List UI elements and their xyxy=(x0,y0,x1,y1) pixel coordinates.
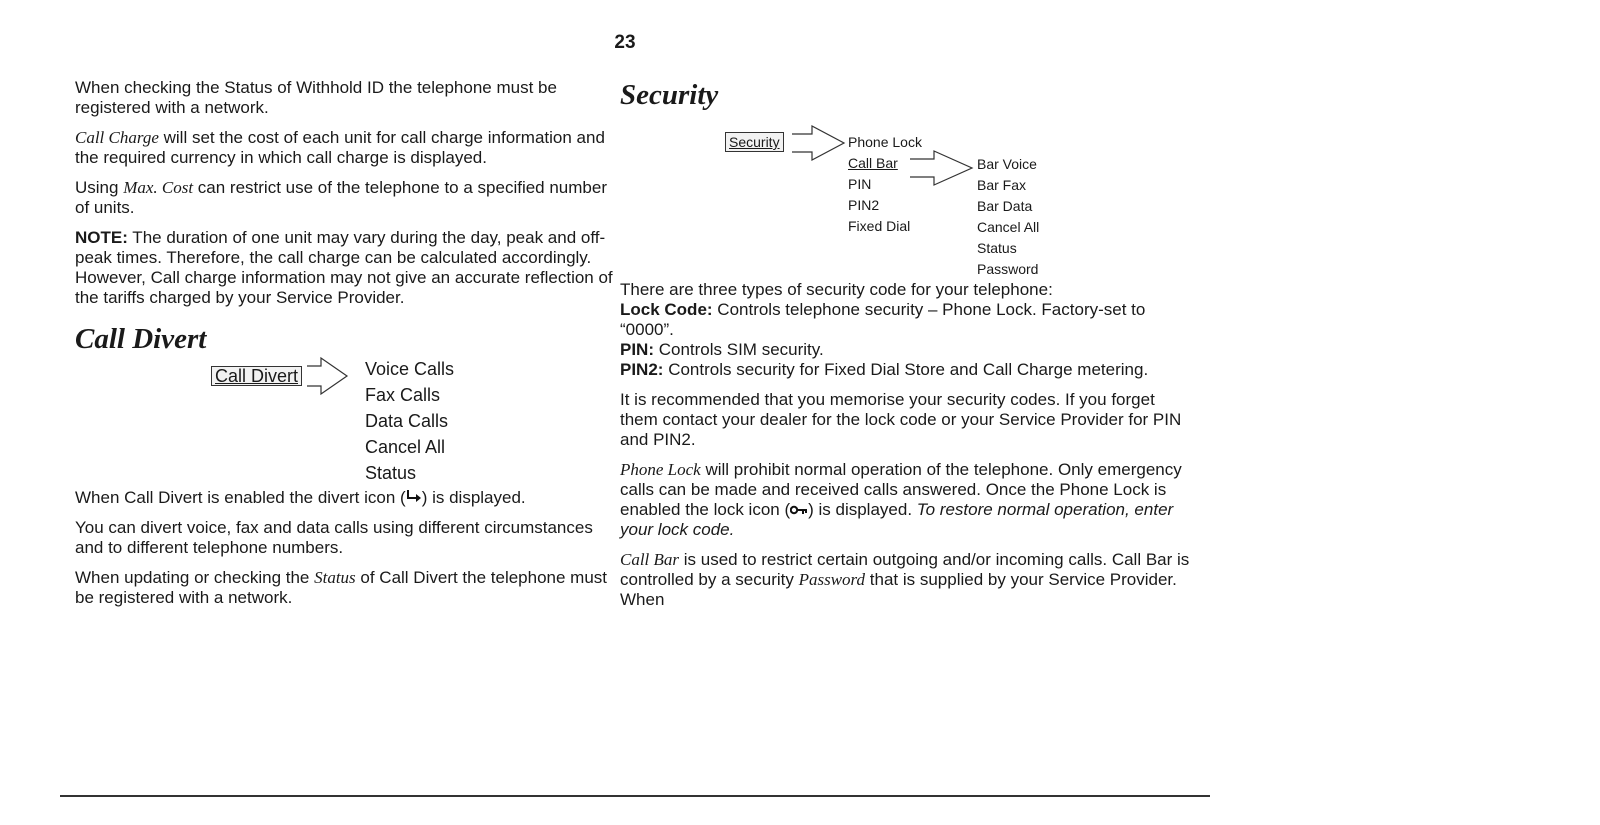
memorise-paragraph: It is recommended that you memorise your security codes. If you forget them contact your dealer for the lock code or your Service Provider for PIN and PIN2. xyxy=(620,390,1182,449)
divert-icon xyxy=(406,488,422,508)
menu-item-bar-data: Bar Data xyxy=(977,198,1033,214)
menu-item-cancel-all: Cancel All xyxy=(365,437,446,457)
menu-item-phone-lock: Phone Lock xyxy=(848,134,922,150)
left-column xyxy=(75,78,615,618)
call-divert-menu xyxy=(365,356,454,486)
phone-lock-post: ) is displayed. xyxy=(808,500,917,519)
call-bar-post: that is supplied by your Service Provider. When xyxy=(620,570,1177,609)
call-bar-text: is used to restrict certain outgoing and/or incoming calls. Call Bar is controlled by a security xyxy=(620,550,1190,589)
restore-instruction: To restore normal operation, enter your lock code. xyxy=(620,500,1174,539)
security-diagram xyxy=(620,112,1195,280)
call-divert-heading: Call Divert xyxy=(75,323,207,355)
bottom-rule xyxy=(60,795,1210,797)
menu-item-status: Status xyxy=(365,463,417,483)
call-divert-box: Call Divert xyxy=(211,366,302,386)
divert-status-pre: When updating or checking the xyxy=(75,568,315,587)
divert-status-paragraph xyxy=(75,568,615,608)
pin-text: Controls SIM security. xyxy=(654,340,824,359)
menu-item-call-bar: Call Bar xyxy=(848,155,898,171)
menu-item-cancel-all-bar: Cancel All xyxy=(977,219,1040,235)
menu-item-bar-fax: Bar Fax xyxy=(977,177,1027,193)
phone-lock-text: will prohibit normal operation of the telephone. Only emergency calls can be made and received calls answered. Once the Phone Lock is enabled the lock icon ( xyxy=(620,460,1182,519)
note-paragraph xyxy=(75,228,615,308)
menu-item-pin: PIN xyxy=(848,176,872,192)
menu-item-fax-calls: Fax Calls xyxy=(365,385,441,405)
menu-item-fixed-dial: Fixed Dial xyxy=(848,218,911,234)
call-charge-text: will set the cost of each unit for call charge information and the required currency in which call charge is displayed. xyxy=(75,128,605,167)
note-text: The duration of one unit may vary during the day, peak and off-peak times. Therefore, the call charge can be calculated accordingly. However, Call charge information may not give an accurate reflection of the tariffs charged by your Service Provider. xyxy=(75,228,613,307)
note-label: NOTE: xyxy=(75,228,128,247)
menu-item-bar-voice: Bar Voice xyxy=(977,156,1037,172)
max-cost-term: Max. Cost xyxy=(123,178,194,197)
divert-icon-pre: When Call Divert is enabled the divert icon ( xyxy=(75,488,406,507)
call-bar-term: Call Bar xyxy=(620,550,680,569)
withhold-paragraph: When checking the Status of Withhold ID the telephone must be registered with a network. xyxy=(75,78,557,117)
call-charge-term: Call Charge xyxy=(75,128,159,147)
lock-code-line xyxy=(620,300,1195,340)
password-term: Password xyxy=(798,570,866,589)
pin2-line xyxy=(620,360,1195,380)
max-cost-pre: Using xyxy=(75,178,124,197)
lock-code-label: Lock Code: xyxy=(620,300,713,319)
call-bar-menu xyxy=(977,154,1039,280)
pin-label: PIN: xyxy=(620,340,654,359)
divert-calls-paragraph: You can divert voice, fax and data calls using different circumstances and to different telephone numbers. xyxy=(75,518,593,557)
phone-lock-term: Phone Lock xyxy=(620,460,701,479)
max-cost-text: can restrict use of the telephone to a specified number of units. xyxy=(75,178,607,217)
pin2-text: Controls security for Fixed Dial Store and Call Charge metering. xyxy=(663,360,1149,379)
security-arrow xyxy=(792,124,852,164)
security-heading: Security xyxy=(620,79,719,111)
lock-code-text: Controls telephone security – Phone Lock. Factory-set to “0000”. xyxy=(620,300,1146,339)
menu-item-pin2: PIN2 xyxy=(848,197,880,213)
phone-lock-paragraph xyxy=(620,460,1195,540)
call-bar-paragraph xyxy=(620,550,1195,610)
pin2-label: PIN2: xyxy=(620,360,664,379)
right-column xyxy=(620,78,1195,620)
call-divert-diagram xyxy=(75,356,615,488)
call-divert-arrow xyxy=(307,356,367,406)
menu-item-data-calls: Data Calls xyxy=(365,411,449,431)
security-box: Security xyxy=(725,132,784,152)
call-charge-paragraph xyxy=(75,128,615,168)
menu-item-voice-calls: Voice Calls xyxy=(365,359,455,379)
max-cost-paragraph xyxy=(75,178,615,218)
page-number: 23 xyxy=(614,32,636,53)
status-term: Status xyxy=(314,568,356,587)
divert-icon-paragraph xyxy=(75,488,615,508)
key-icon xyxy=(790,500,808,520)
divert-status-post: of Call Divert the telephone must be registered with a network. xyxy=(75,568,608,607)
pin-line xyxy=(620,340,1195,360)
menu-item-password: Password xyxy=(977,261,1039,277)
menu-item-status-bar: Status xyxy=(977,240,1017,256)
security-intro: There are three types of security code for your telephone: xyxy=(620,280,1053,299)
divert-icon-post: ) is displayed. xyxy=(421,488,526,507)
